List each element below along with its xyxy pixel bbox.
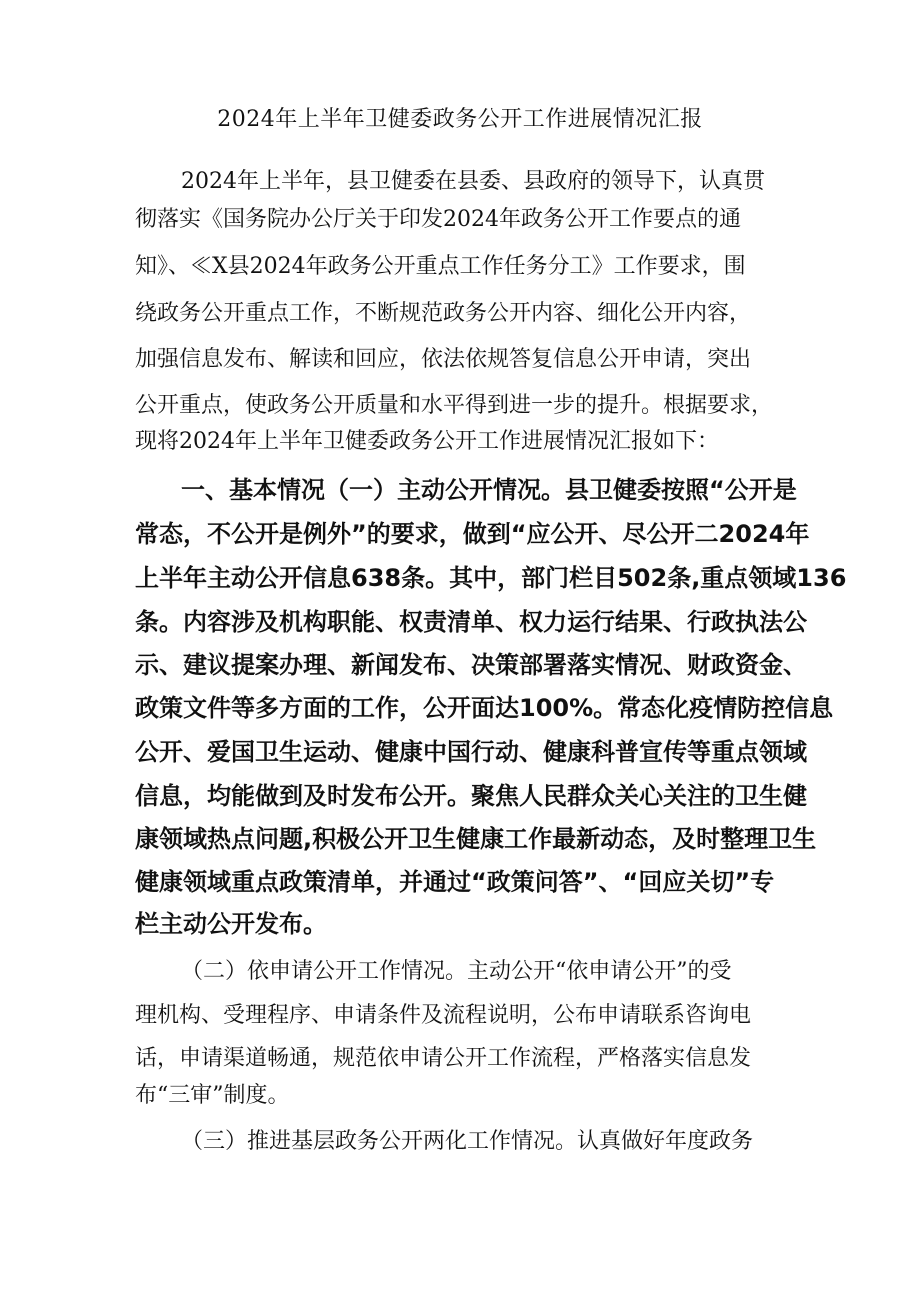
paragraph-line: 康领域热点问题,积极公开卫生健康工作最新动态，及时整理卫生	[135, 825, 817, 853]
paragraph-line: 布“三审”制度。	[135, 1083, 290, 1108]
paragraph-line: 公开重点，使政务公开质量和水平得到进一步的提升。根据要求，	[135, 393, 774, 418]
paragraph-line: 现将2024年上半年卫健委政务公开工作进展情况汇报如下：	[135, 429, 719, 454]
paragraph-line: 公开、爱国卫生运动、健康中国行动、健康科普宣传等重点领域	[135, 738, 807, 766]
paragraph-line: 常态，不公开是例外”的要求，做到“应公开、尽公开二2024年	[135, 520, 810, 548]
paragraph-line: 2024年上半年，县卫健委在县委、县政府的领导下，认真贯	[181, 169, 765, 194]
paragraph-line: 理机构、受理程序、申请条件及流程说明，公布申请联系咨询电	[135, 1003, 752, 1028]
paragraph-line: （二）依申请公开工作情况。主动公开“依申请公开”的受	[181, 959, 732, 984]
document-title: 2024年上半年卫健委政务公开工作进展情况汇报	[217, 107, 703, 132]
paragraph-line: 政策文件等多方面的工作，公开面达100%。常态化疫情防控信息	[135, 694, 834, 722]
paragraph-line: 加强信息发布、解读和回应，依法依规答复信息公开申请，突出	[135, 347, 752, 372]
paragraph-line: 话，申请渠道畅通，规范依申请公开工作流程，严格落实信息发	[135, 1046, 752, 1071]
paragraph-line: 上半年主动公开信息638条。其中，部门栏目502条,重点领域136	[135, 564, 847, 592]
paragraph-line: （三）推进基层政务公开两化工作情况。认真做好年度政务	[181, 1129, 754, 1154]
paragraph-line: 知》、≪X县2024年政务公开重点工作任务分工》工作要求，围	[135, 254, 746, 279]
paragraph-line: 彻落实《国务院办公厅关于印发2024年政务公开工作要点的通	[135, 207, 741, 232]
paragraph-line: 条。内容涉及机构职能、权责清单、权力运行结果、行政执法公	[135, 608, 807, 636]
paragraph-line: 栏主动公开发布。	[135, 910, 327, 938]
paragraph-line: 示、建议提案办理、新闻发布、决策部署落实情况、财政资金、	[135, 651, 807, 679]
paragraph-line: 绕政务公开重点工作，不断规范政务公开内容、细化公开内容，	[135, 301, 752, 326]
paragraph-line: 一、基本情况（一）主动公开情况。县卫健委按照“公开是	[181, 476, 797, 504]
paragraph-line: 信息，均能做到及时发布公开。聚焦人民群众关心关注的卫生健	[135, 782, 807, 810]
paragraph-line: 健康领域重点政策清单，并通过“政策问答”、“回应关切”专	[135, 868, 775, 896]
